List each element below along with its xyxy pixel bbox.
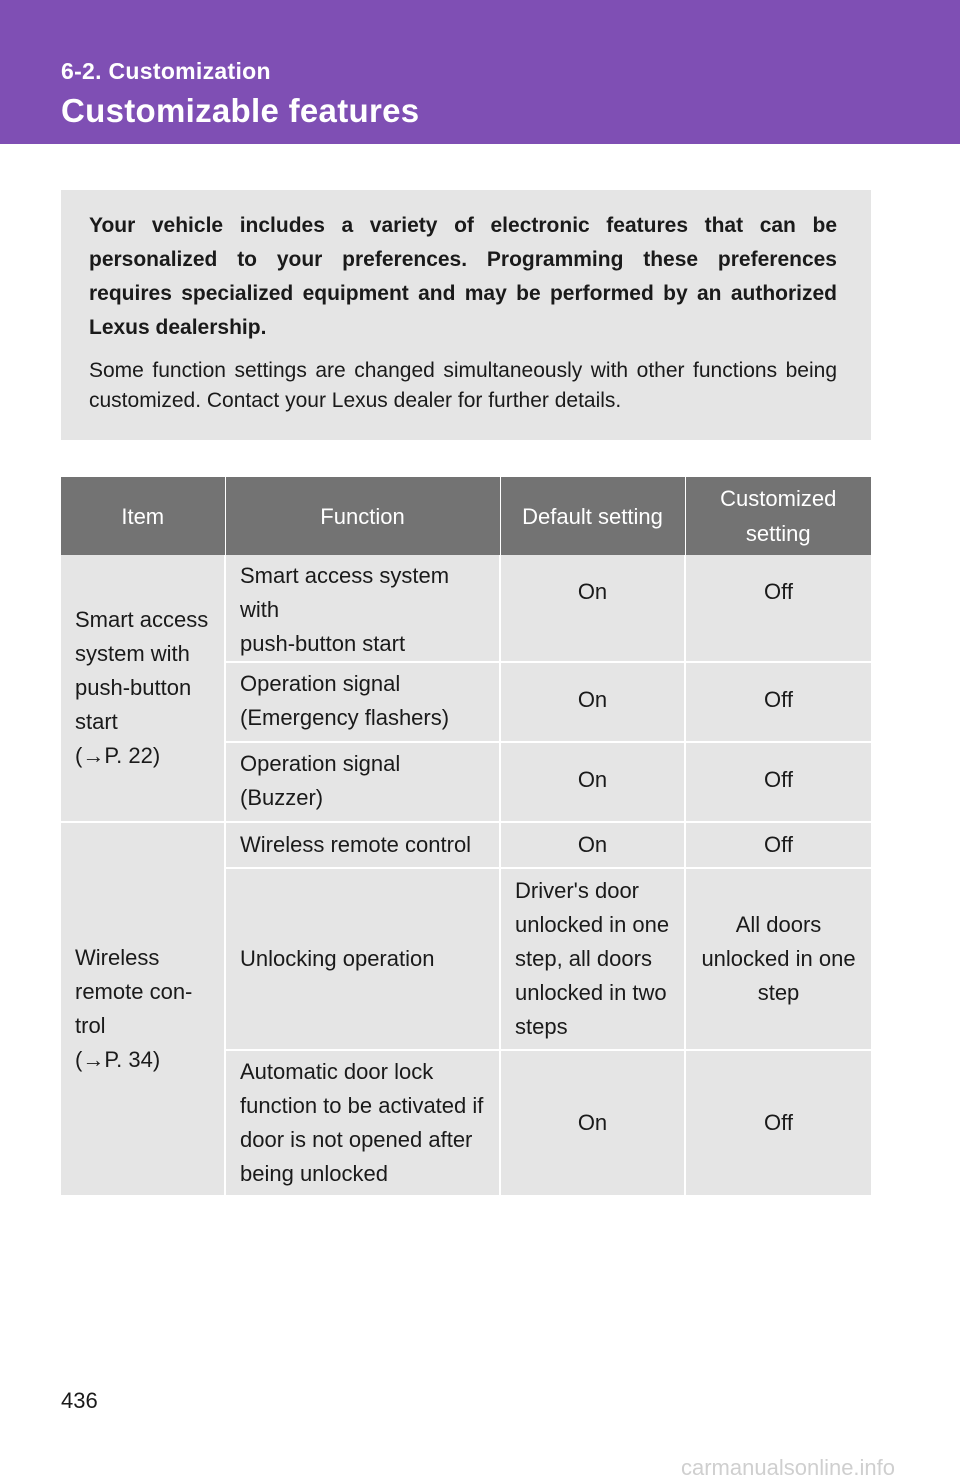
customized-line: unlocked in one bbox=[701, 946, 856, 971]
default-line: unlocked in two bbox=[515, 980, 667, 1005]
item-line: Smart access bbox=[75, 607, 209, 632]
page-header bbox=[0, 0, 960, 144]
function-line: (Emergency flashers) bbox=[240, 705, 450, 730]
default-line: Driver's door bbox=[515, 878, 640, 903]
function-cell bbox=[225, 742, 500, 822]
header-item: Item bbox=[61, 477, 225, 555]
default-value: On bbox=[577, 832, 608, 857]
function-line: Wireless remote control bbox=[240, 832, 472, 857]
item-page-ref: (→P. 22) bbox=[75, 743, 161, 768]
page-number: 436 bbox=[61, 1388, 98, 1413]
default-value: On bbox=[577, 767, 608, 792]
item-cell bbox=[61, 822, 225, 1196]
function-line: push-button start bbox=[240, 631, 406, 656]
item-line: system with bbox=[75, 641, 190, 666]
default-line: step, all doors bbox=[515, 946, 652, 971]
function-cell bbox=[225, 868, 500, 1050]
default-cell bbox=[500, 742, 685, 822]
item-line: start bbox=[75, 709, 118, 734]
customized-value: Off bbox=[764, 579, 793, 604]
table-header-row bbox=[61, 477, 871, 555]
customized-value: Off bbox=[764, 832, 793, 857]
default-line: unlocked in one bbox=[515, 912, 670, 937]
default-cell bbox=[500, 868, 685, 1050]
customized-value: Off bbox=[764, 687, 793, 712]
default-line: steps bbox=[515, 1014, 568, 1039]
function-line: function to be activated if bbox=[240, 1093, 484, 1118]
customized-value: Off bbox=[764, 767, 793, 792]
customized-cell bbox=[685, 742, 871, 822]
customized-cell bbox=[685, 1050, 871, 1196]
customized-cell bbox=[685, 868, 871, 1050]
intro-bold-text: Your vehicle includes a variety of electronic features that can be personalized to your preferences. Programming these preferences requires specialized equipment and may be performed by an authorized Lexus dealership. bbox=[89, 214, 837, 339]
function-line: Automatic door lock bbox=[240, 1059, 434, 1084]
item-page-ref: (→P. 34) bbox=[75, 1047, 161, 1072]
header-function: Function bbox=[225, 477, 500, 555]
default-cell bbox=[500, 1050, 685, 1196]
function-line: (Buzzer) bbox=[240, 785, 324, 810]
intro-box bbox=[61, 190, 871, 440]
table-row bbox=[61, 555, 871, 662]
default-cell bbox=[500, 822, 685, 868]
header-customized-setting: Customized setting bbox=[685, 477, 871, 555]
watermark: carmanualsonline.info bbox=[681, 1455, 896, 1480]
page-title: Customizable features bbox=[61, 92, 420, 129]
item-line: trol bbox=[75, 1013, 106, 1038]
item-line: push-button bbox=[75, 675, 192, 700]
item-line: Wireless bbox=[75, 945, 160, 970]
section-label: 6-2. Customization bbox=[61, 58, 271, 84]
function-line: Unlocking operation bbox=[240, 946, 435, 971]
customized-line: All doors bbox=[735, 912, 822, 937]
function-line: Smart access system with bbox=[240, 563, 450, 622]
table-row bbox=[61, 822, 871, 868]
customized-cell bbox=[685, 555, 871, 662]
default-cell bbox=[500, 662, 685, 742]
customized-cell bbox=[685, 662, 871, 742]
function-cell bbox=[225, 662, 500, 742]
function-line: door is not opened after bbox=[240, 1127, 473, 1152]
header-default-setting: Default setting bbox=[500, 477, 685, 555]
function-line: Operation signal bbox=[240, 751, 401, 776]
function-cell bbox=[225, 555, 500, 662]
default-value: On bbox=[577, 579, 608, 604]
function-line: being unlocked bbox=[240, 1161, 389, 1186]
customized-cell bbox=[685, 822, 871, 868]
intro-note-text: Some function settings are changed simultaneously with other functions being customized. Contact your Lexus dealer for further details. bbox=[89, 359, 837, 412]
item-cell bbox=[61, 555, 225, 822]
features-table bbox=[61, 477, 871, 1197]
customized-value: Off bbox=[764, 1110, 793, 1135]
function-cell bbox=[225, 1050, 500, 1196]
function-line: Operation signal bbox=[240, 671, 401, 696]
function-cell bbox=[225, 822, 500, 868]
default-cell bbox=[500, 555, 685, 662]
customized-line: step bbox=[757, 980, 800, 1005]
default-value: On bbox=[577, 1110, 608, 1135]
item-line: remote con- bbox=[75, 979, 193, 1004]
default-value: On bbox=[577, 687, 608, 712]
